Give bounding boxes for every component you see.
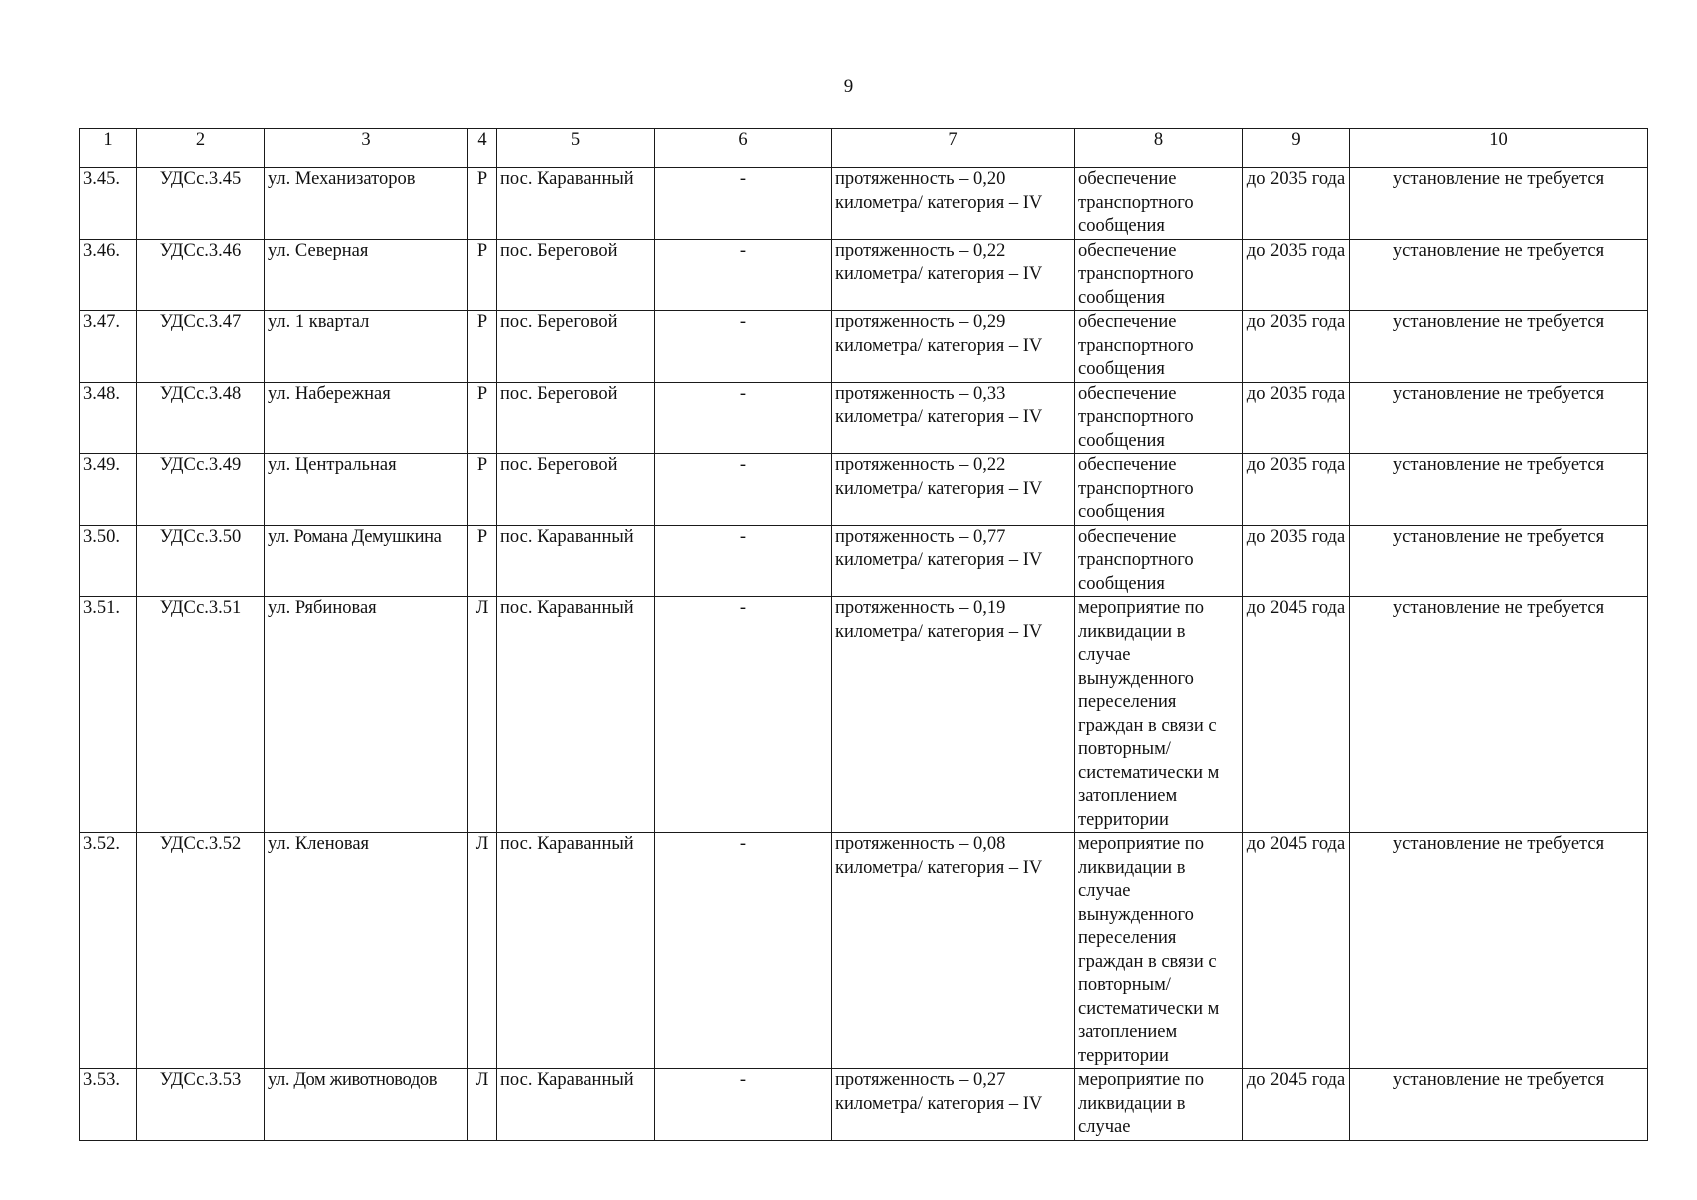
zone-status: установление не требуется [1350,311,1648,383]
term: до 2035 года [1243,311,1350,383]
column-header: 10 [1350,129,1648,168]
street-name: ул. Кленовая [265,833,468,1069]
column-6-value: - [655,382,832,454]
street-name: ул. Центральная [265,454,468,526]
locality: пос. Береговой [497,382,655,454]
status-letter: Р [468,454,497,526]
object-code: УДСс.3.51 [137,597,265,833]
column-6-value: - [655,454,832,526]
object-code: УДСс.3.45 [137,168,265,240]
characteristics: протяженность – 0,20 километра/ категория – IV [832,168,1075,240]
status-letter: Р [468,239,497,311]
table-row [80,597,1648,833]
term: до 2045 года [1243,1069,1350,1141]
status-letter: Л [468,597,497,833]
street-name: ул. Набережная [265,382,468,454]
status-letter: Р [468,168,497,240]
term: до 2035 года [1243,454,1350,526]
characteristics: протяженность – 0,22 километра/ категория – IV [832,239,1075,311]
street-name: ул. Механизаторов [265,168,468,240]
locality: пос. Караванный [497,1069,655,1141]
purpose: мероприятие по ликвидации в случае [1075,1069,1243,1141]
term: до 2045 года [1243,833,1350,1069]
column-header: 5 [497,129,655,168]
street-name: ул. 1 квартал [265,311,468,383]
column-header: 2 [137,129,265,168]
street-name: ул. Рябиновая [265,597,468,833]
term: до 2035 года [1243,239,1350,311]
characteristics: протяженность – 0,27 километра/ категория – IV [832,1069,1075,1141]
locality: пос. Караванный [497,525,655,597]
column-6-value: - [655,168,832,240]
zone-status: установление не требуется [1350,382,1648,454]
street-name: ул. Романа Демушкина [265,525,468,597]
zone-status: установление не требуется [1350,239,1648,311]
column-6-value: - [655,239,832,311]
table-row [80,833,1648,1069]
locality: пос. Караванный [497,168,655,240]
column-6-value: - [655,833,832,1069]
purpose: обеспечение транспортного сообщения [1075,525,1243,597]
purpose: обеспечение транспортного сообщения [1075,239,1243,311]
table-row [80,168,1648,240]
row-number: 3.46. [80,239,137,311]
zone-status: установление не требуется [1350,525,1648,597]
object-code: УДСс.3.53 [137,1069,265,1141]
locality: пос. Караванный [497,833,655,1069]
row-number: 3.49. [80,454,137,526]
table-row [80,525,1648,597]
zone-status: установление не требуется [1350,833,1648,1069]
row-number: 3.50. [80,525,137,597]
page-number: 9 [843,76,854,97]
column-header: 8 [1075,129,1243,168]
zone-status: установление не требуется [1350,1069,1648,1141]
table-row [80,239,1648,311]
purpose: обеспечение транспортного сообщения [1075,382,1243,454]
purpose: обеспечение транспортного сообщения [1075,311,1243,383]
status-letter: Р [468,382,497,454]
row-number: 3.47. [80,311,137,383]
column-header: 3 [265,129,468,168]
street-name: ул. Дом животноводов [265,1069,468,1141]
characteristics: протяженность – 0,19 километра/ категория – IV [832,597,1075,833]
purpose: обеспечение транспортного сообщения [1075,454,1243,526]
purpose: мероприятие по ликвидации в случае вынужденного переселения граждан в связи с повторным/ систематически м затоплением территории [1075,597,1243,833]
street-name: ул. Северная [265,239,468,311]
status-letter: Л [468,1069,497,1141]
row-number: 3.52. [80,833,137,1069]
object-code: УДСс.3.49 [137,454,265,526]
term: до 2035 года [1243,382,1350,454]
purpose: мероприятие по ликвидации в случае вынужденного переселения граждан в связи с повторным/ систематически м затоплением территории [1075,833,1243,1069]
zone-status: установление не требуется [1350,454,1648,526]
object-code: УДСс.3.46 [137,239,265,311]
road-network-table [79,128,1648,1141]
object-code: УДСс.3.50 [137,525,265,597]
status-letter: Л [468,833,497,1069]
characteristics: протяженность – 0,33 километра/ категория – IV [832,382,1075,454]
column-6-value: - [655,311,832,383]
locality: пос. Береговой [497,239,655,311]
term: до 2045 года [1243,597,1350,833]
object-code: УДСс.3.48 [137,382,265,454]
column-header: 4 [468,129,497,168]
characteristics: протяженность – 0,29 километра/ категория – IV [832,311,1075,383]
column-header: 9 [1243,129,1350,168]
column-header: 6 [655,129,832,168]
status-letter: Р [468,525,497,597]
characteristics: протяженность – 0,08 километра/ категория – IV [832,833,1075,1069]
row-number: 3.48. [80,382,137,454]
table-row [80,311,1648,383]
characteristics: протяженность – 0,22 километра/ категория – IV [832,454,1075,526]
column-6-value: - [655,525,832,597]
zone-status: установление не требуется [1350,168,1648,240]
zone-status: установление не требуется [1350,597,1648,833]
table-row [80,382,1648,454]
column-header: 7 [832,129,1075,168]
column-header: 1 [80,129,137,168]
characteristics: протяженность – 0,77 километра/ категория – IV [832,525,1075,597]
locality: пос. Караванный [497,597,655,833]
column-6-value: - [655,597,832,833]
term: до 2035 года [1243,168,1350,240]
column-6-value: - [655,1069,832,1141]
locality: пос. Береговой [497,454,655,526]
row-number: 3.53. [80,1069,137,1141]
row-number: 3.51. [80,597,137,833]
purpose: обеспечение транспортного сообщения [1075,168,1243,240]
status-letter: Р [468,311,497,383]
column-number-header-row [80,129,1648,168]
table-row [80,1069,1648,1141]
object-code: УДСс.3.52 [137,833,265,1069]
locality: пос. Береговой [497,311,655,383]
term: до 2035 года [1243,525,1350,597]
object-code: УДСс.3.47 [137,311,265,383]
table-row [80,454,1648,526]
row-number: 3.45. [80,168,137,240]
